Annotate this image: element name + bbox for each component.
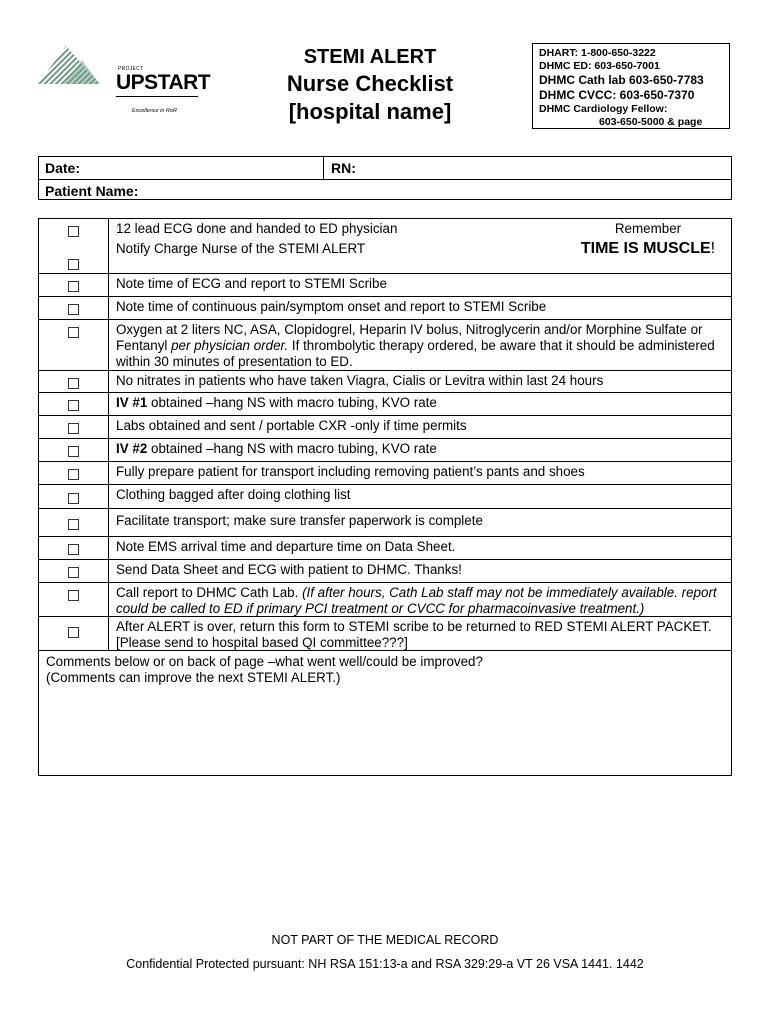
- checkbox[interactable]: [68, 493, 79, 504]
- checkbox[interactable]: [68, 544, 79, 555]
- exclamation: !: [710, 240, 716, 257]
- logo-project-label: PROJECT: [118, 66, 144, 72]
- item-text-italic: (If after hours, Cath Lab staff may not be immediately available. report could be called to ED if primary PCI treatment or CVCC for pharmacoinvasive treatment.): [116, 585, 717, 616]
- checklist-row: [39, 439, 731, 462]
- item-text: Send Data Sheet and ECG with patient to DHMC. Thanks!: [116, 562, 462, 577]
- contact-ed: DHMC ED: 603-650-7001: [539, 60, 660, 72]
- item-text: Clothing bagged after doing clothing list: [116, 487, 351, 502]
- item-text: Notify Charge Nurse of the STEMI ALERT: [116, 241, 366, 256]
- comments-prompt: Comments below or on back of page –what went well/could be improved?: [46, 654, 483, 669]
- item-text: obtained –hang NS with macro tubing, KVO rate: [147, 441, 437, 456]
- item-text: Note time of ECG and report to STEMI Scribe: [116, 276, 387, 291]
- checkbox[interactable]: [68, 567, 79, 578]
- checklist-row: [39, 320, 731, 371]
- checklist-row: [39, 219, 731, 274]
- patient-info-table: [38, 156, 732, 200]
- contact-cvcc: DHMC CVCC: 603-650-7370: [539, 88, 695, 102]
- contact-fellow-label: DHMC Cardiology Fellow:: [539, 103, 668, 115]
- footer-confidential: Confidential Protected pursuant: NH RSA 151:13-a and RSA 329:29-a VT 26 VSA 1441. 1442: [126, 957, 644, 971]
- checkbox[interactable]: [68, 627, 79, 638]
- contact-cath-lab: DHMC Cath lab 603-650-7783: [539, 73, 704, 87]
- checklist-row: [39, 537, 731, 560]
- item-text: Note time of continuous pain/symptom onset and report to STEMI Scribe: [116, 299, 547, 314]
- item-text: Labs obtained and sent / portable CXR -only if time permits: [116, 418, 467, 433]
- item-text: Note EMS arrival time and departure time on Data Sheet.: [116, 539, 456, 554]
- item-text: Fully prepare patient for transport including removing patient’s pants and shoes: [116, 464, 585, 479]
- checklist-row: [39, 371, 731, 393]
- checklist-row: [39, 485, 731, 509]
- rn-label: RN:: [331, 160, 356, 176]
- title-line-1: STEMI ALERT: [303, 46, 437, 68]
- date-label: Date:: [45, 160, 81, 176]
- logo-name: UPSTART: [116, 71, 211, 94]
- comments-note: (Comments can improve the next STEMI ALERT.): [46, 670, 341, 685]
- time-is-muscle: TIME IS MUSCLE: [580, 240, 711, 257]
- form-title: [250, 44, 490, 126]
- checkbox[interactable]: [68, 446, 79, 457]
- contact-box: [532, 43, 730, 129]
- upstart-logo: [116, 66, 211, 122]
- item-text: 12 lead ECG done and handed to ED physician: [116, 221, 398, 236]
- checklist-row: [39, 274, 731, 297]
- item-text: No nitrates in patients who have taken Viagra, Cialis or Levitra within last 24 hours: [116, 373, 604, 388]
- checkbox[interactable]: [68, 519, 79, 530]
- checkbox[interactable]: [68, 327, 79, 338]
- item-text: Oxygen at 2 liters NC, ASA, Clopidogrel, Heparin IV bolus, Nitroglycerin and/or Morphine Sulfate or Fentanyl: [116, 322, 703, 353]
- checkbox[interactable]: [68, 423, 79, 434]
- item-text: Facilitate transport; make sure transfer paperwork is complete: [116, 513, 483, 528]
- checklist-row: [39, 560, 731, 583]
- item-text: Call report to DHMC Cath Lab.: [116, 585, 303, 600]
- remember-note: [573, 221, 723, 259]
- checklist-row: [39, 617, 731, 651]
- checkbox[interactable]: [68, 378, 79, 389]
- checklist-table: [38, 218, 732, 776]
- title-line-3: [hospital name]: [288, 99, 452, 124]
- mountain-logo-icon: [38, 44, 102, 86]
- checklist-row: [39, 416, 731, 439]
- checklist-row: [39, 462, 731, 485]
- checklist-row: [39, 297, 731, 320]
- title-line-2: Nurse Checklist: [286, 71, 454, 96]
- checkbox[interactable]: [68, 281, 79, 292]
- contact-fellow-number: 603-650-5000 & page: [599, 116, 703, 128]
- remember-line-1: Remember: [614, 221, 682, 236]
- footer-not-medical-record: NOT PART OF THE MEDICAL RECORD: [271, 933, 499, 947]
- checkbox[interactable]: [68, 259, 79, 270]
- item-text: obtained –hang NS with macro tubing, KVO rate: [147, 395, 437, 410]
- comments-row[interactable]: [39, 651, 731, 775]
- checkbox[interactable]: [68, 304, 79, 315]
- checkbox[interactable]: [68, 590, 79, 601]
- item-text-bold: IV #1: [116, 395, 148, 410]
- checkbox[interactable]: [68, 400, 79, 411]
- checklist-row: [39, 509, 731, 537]
- checklist-row: [39, 583, 731, 617]
- contact-dhart: DHART: 1-800-650-3222: [539, 47, 656, 59]
- checkbox[interactable]: [68, 226, 79, 237]
- item-text-italic: per physician order.: [171, 338, 289, 353]
- patient-name-label: Patient Name:: [45, 183, 139, 199]
- checklist-row: [39, 393, 731, 416]
- checkbox[interactable]: [68, 469, 79, 480]
- logo-tagline: Excellence in RoR: [132, 108, 177, 114]
- item-text: If thrombolytic therapy ordered, be aware that it should be administered within 30 minutes of presentation to ED.: [116, 338, 715, 369]
- item-text: After ALERT is over, return this form to STEMI scribe to be returned to RED STEMI ALERT PACKET. [Please send to hospital based QI committee???]: [116, 619, 712, 650]
- item-text-bold: IV #2: [116, 441, 148, 456]
